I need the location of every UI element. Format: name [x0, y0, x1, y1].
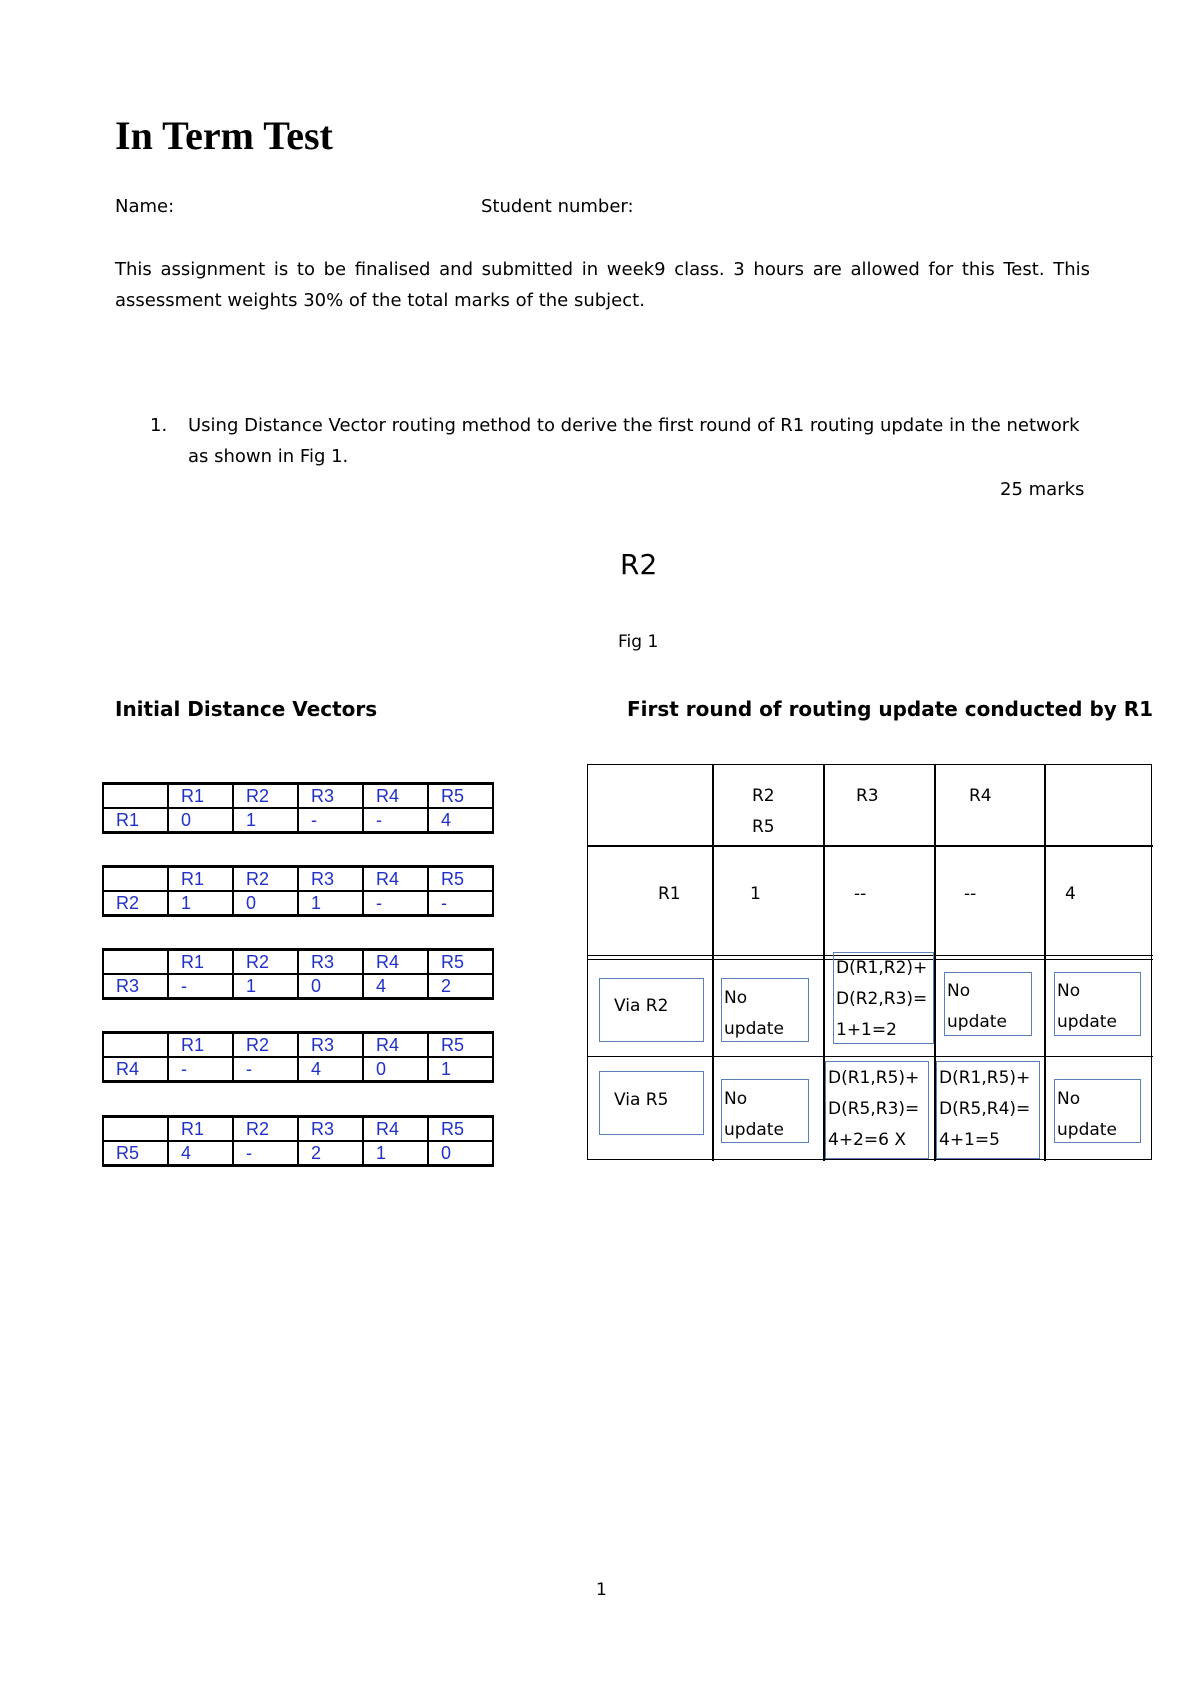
column-header: R1 [168, 1117, 233, 1142]
cell-line: D(R1,R5)+ [828, 1068, 920, 1088]
r1-cell: 1 [750, 884, 761, 904]
row-router: R4 [103, 1057, 168, 1082]
via-r2-label: Via R2 [614, 996, 669, 1016]
cell-line: No [1057, 1089, 1081, 1109]
vector-table-r1 [102, 782, 494, 834]
grid-line [588, 845, 1153, 847]
distance-cell: - [363, 808, 428, 833]
column-header: R5 [428, 867, 493, 892]
column-header: R5 [428, 1033, 493, 1058]
cell-line: 1+1=2 [836, 1020, 897, 1040]
corner-cell [103, 784, 168, 809]
distance-cell: - [363, 891, 428, 916]
row-router: R3 [103, 974, 168, 999]
distance-cell: 2 [428, 974, 493, 999]
column-header: R2 [233, 784, 298, 809]
corner-cell [103, 950, 168, 975]
question-number: 1. [150, 415, 168, 436]
column-header: R2 [233, 1117, 298, 1142]
row-label-r1: R1 [658, 884, 681, 904]
vector-table-r4 [102, 1031, 494, 1083]
cell-line: No [724, 988, 748, 1008]
distance-cell: 1 [233, 974, 298, 999]
cell-line: update [724, 1120, 784, 1140]
page-number: 1 [596, 1580, 607, 1600]
grid-line [588, 1056, 1153, 1057]
distance-cell: 0 [168, 808, 233, 833]
distance-cell: 2 [298, 1141, 363, 1166]
name-label: Name: [115, 196, 175, 217]
grid-line [712, 765, 714, 1161]
cell-line: update [947, 1012, 1007, 1032]
distance-cell: 4 [298, 1057, 363, 1082]
distance-cell: - [168, 1057, 233, 1082]
column-header: R1 [168, 950, 233, 975]
via-r5-label: Via R5 [614, 1090, 669, 1110]
row-router: R5 [103, 1141, 168, 1166]
column-header: R1 [168, 784, 233, 809]
vector-table-r3 [102, 948, 494, 1000]
row-router: R2 [103, 891, 168, 916]
grid-line [1044, 765, 1046, 1161]
column-header: R1 [168, 867, 233, 892]
header-r2: R2 [752, 786, 775, 806]
figure-node-label: R2 [620, 548, 658, 581]
r1-cell: 4 [1065, 884, 1076, 904]
page-title: In Term Test [115, 113, 333, 158]
question-marks: 25 marks [1000, 479, 1085, 500]
vector-table-r2 [102, 865, 494, 917]
distance-cell: 1 [363, 1141, 428, 1166]
row-router: R1 [103, 808, 168, 833]
vector-table-r5 [102, 1115, 494, 1167]
distance-cell: 4 [428, 808, 493, 833]
distance-cell: 1 [428, 1057, 493, 1082]
student-number-label: Student number: [481, 196, 634, 217]
distance-cell: - [428, 891, 493, 916]
cell-line: No [724, 1089, 748, 1109]
distance-cell: - [233, 1057, 298, 1082]
header-r4: R4 [969, 786, 992, 806]
figure-caption: Fig 1 [618, 632, 659, 652]
column-header: R2 [233, 867, 298, 892]
cell-line: D(R5,R4)= [939, 1099, 1031, 1119]
r1-cell: -- [854, 884, 867, 904]
header-r5: R5 [752, 817, 775, 837]
cell-line: update [724, 1019, 784, 1039]
distance-cell: 0 [363, 1057, 428, 1082]
column-header: R3 [298, 784, 363, 809]
column-header: R1 [168, 1033, 233, 1058]
distance-cell: 4 [168, 1141, 233, 1166]
routing-update-table [587, 764, 1152, 1160]
distance-cell: 0 [428, 1141, 493, 1166]
cell-line: 4+2=6 X [828, 1130, 906, 1150]
distance-cell: 1 [168, 891, 233, 916]
distance-cell: 1 [233, 808, 298, 833]
cell-line: update [1057, 1012, 1117, 1032]
cell-line: update [1057, 1120, 1117, 1140]
column-header: R4 [363, 1117, 428, 1142]
corner-cell [103, 1117, 168, 1142]
column-header: R3 [298, 867, 363, 892]
distance-cell: 0 [298, 974, 363, 999]
column-header: R4 [363, 1033, 428, 1058]
cell-line: D(R1,R2)+ [836, 958, 928, 978]
r1-cell: -- [964, 884, 977, 904]
column-header: R2 [233, 950, 298, 975]
corner-cell [103, 1033, 168, 1058]
distance-cell: 1 [298, 891, 363, 916]
distance-cell: 4 [363, 974, 428, 999]
column-header: R2 [233, 1033, 298, 1058]
column-header: R5 [428, 784, 493, 809]
column-header: R5 [428, 1117, 493, 1142]
column-header: R4 [363, 950, 428, 975]
cell-line: D(R1,R5)+ [939, 1068, 1031, 1088]
intro-paragraph: This assignment is to be finalised and submitted in week9 class. 3 hours are allowed for this Test. This assessment weights 30% of the total marks of the subject. [115, 259, 1090, 311]
distance-cell: - [168, 974, 233, 999]
cell-line: D(R5,R3)= [828, 1099, 920, 1119]
initial-vectors-heading: Initial Distance Vectors [115, 697, 378, 721]
header-r3: R3 [856, 786, 879, 806]
distance-cell: - [233, 1141, 298, 1166]
routing-update-heading: First round of routing update conducted by R1 [627, 697, 1154, 721]
column-header: R3 [298, 1033, 363, 1058]
cell-line: No [1057, 981, 1081, 1001]
question-text: Using Distance Vector routing method to derive the first round of R1 routing update in the network as shown in Fig 1. [188, 415, 1080, 467]
distance-cell: - [298, 808, 363, 833]
column-header: R5 [428, 950, 493, 975]
column-header: R4 [363, 784, 428, 809]
distance-cell: 0 [233, 891, 298, 916]
cell-line: 4+1=5 [939, 1130, 1000, 1150]
column-header: R4 [363, 867, 428, 892]
cell-line: D(R2,R3)= [836, 989, 928, 1009]
cell-line: No [947, 981, 971, 1001]
column-header: R3 [298, 1117, 363, 1142]
corner-cell [103, 867, 168, 892]
column-header: R3 [298, 950, 363, 975]
